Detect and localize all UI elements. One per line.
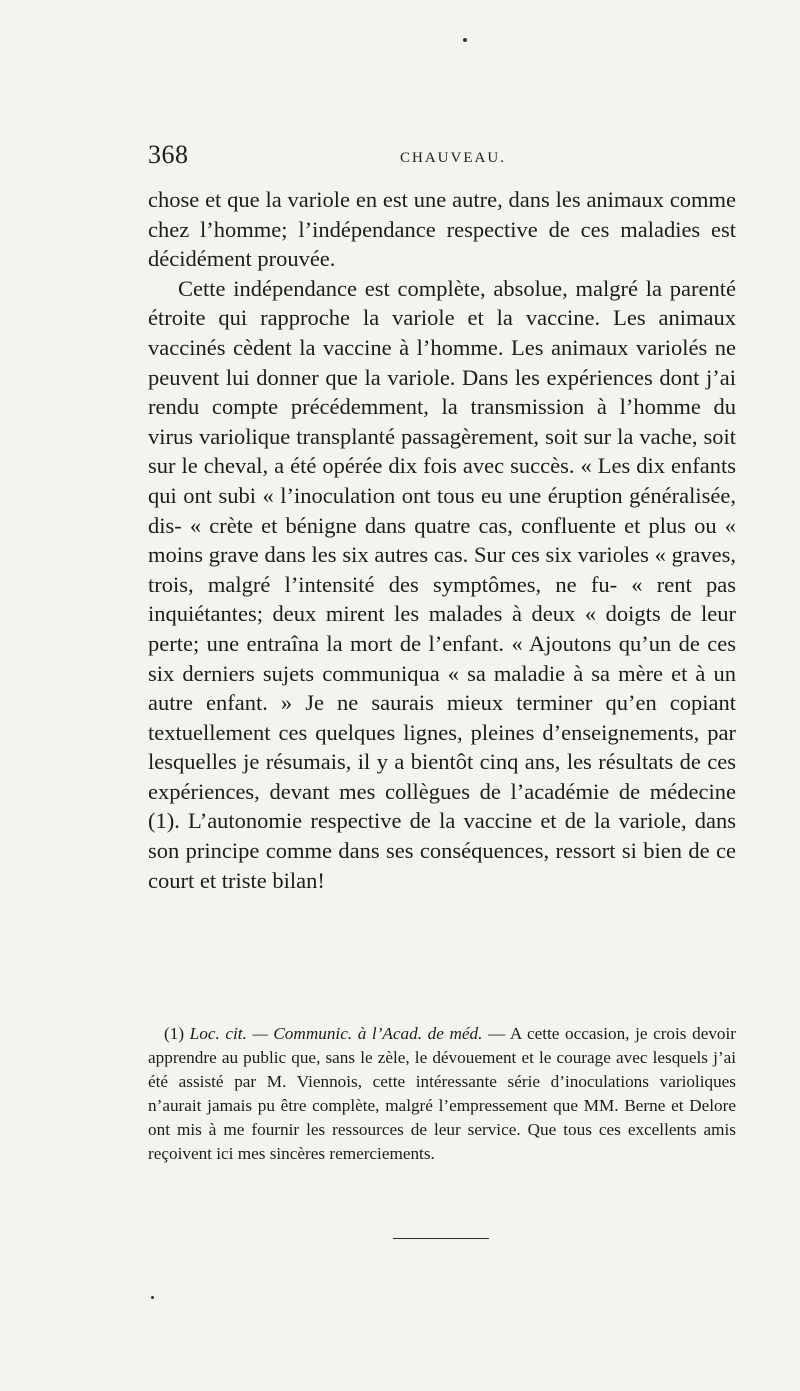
footnote	[148, 1022, 736, 1166]
end-rule	[393, 1238, 489, 1239]
running-head: CHAUVEAU.	[400, 150, 506, 166]
footnote-citation: Loc. cit. — Communic. à l’Acad. de méd.	[189, 1024, 483, 1043]
ink-speck	[463, 38, 467, 42]
page-header	[148, 140, 738, 174]
footnote-marker: (1)	[164, 1024, 185, 1043]
page-number: 368	[148, 140, 189, 169]
footnote-text: — A cette occasion, je crois devoir apprendre au public que, sans le zèle, le dévouement et le courage avec lesquels j’ai été assisté par M. Viennois, cette intéressante série d’inoculations varioliques n’aurait jamais pu être complète, malgré l’empressement que MM. Berne et Delore ont mis à me fournir les ressources de leur service. Que tous ces excellents amis reçoivent ici mes sincères remerciements.	[148, 1024, 737, 1163]
ink-speck	[151, 1296, 154, 1299]
body-text	[148, 185, 736, 895]
paragraph: chose et que la variole en est une autre, dans les animaux comme chez l’homme; l’indépendance respective de ces maladies est décidément prouvée.	[148, 187, 736, 272]
paragraph: Cette indépendance est complète, absolue, malgré la parenté étroite qui rapproche la variole et la vaccine. Les animaux vaccinés cèdent la vaccine à l’homme. Les animaux variolés ne peuvent lui donner que la variole. Dans les expériences dont j’ai rendu compte précédemment, la transmission à l’homme du virus variolique transplanté passagèrement, soit sur la vache, soit sur le cheval, a été opérée dix fois avec succès. « Les dix enfants qui ont subi « l’inoculation ont tous eu une éruption généralisée, dis- « crète et bénigne dans quatre cas, confluente et plus ou « moins grave dans les six autres cas. Sur ces six varioles « graves, trois, malgré l’intensité des symptômes, ne fu- « rent pas inquiétantes; deux mirent les malades à deux « doigts de leur perte; une entraîna la mort de l’enfant. « Ajoutons qu’un de ces six derniers sujets communiqua « sa maladie à sa mère et à un autre enfant. » Je ne saurais mieux terminer qu’en copiant textuellement ces quelques lignes, pleines d’enseignements, par lesquelles je résumais, il y a bientôt cinq ans, les résultats de ces expériences, devant mes collègues de l’académie de médecine (1). L’autonomie respective de la vaccine et de la variole, dans son principe comme dans ses conséquences, ressort si bien de ce court et triste bilan!	[148, 275, 736, 893]
